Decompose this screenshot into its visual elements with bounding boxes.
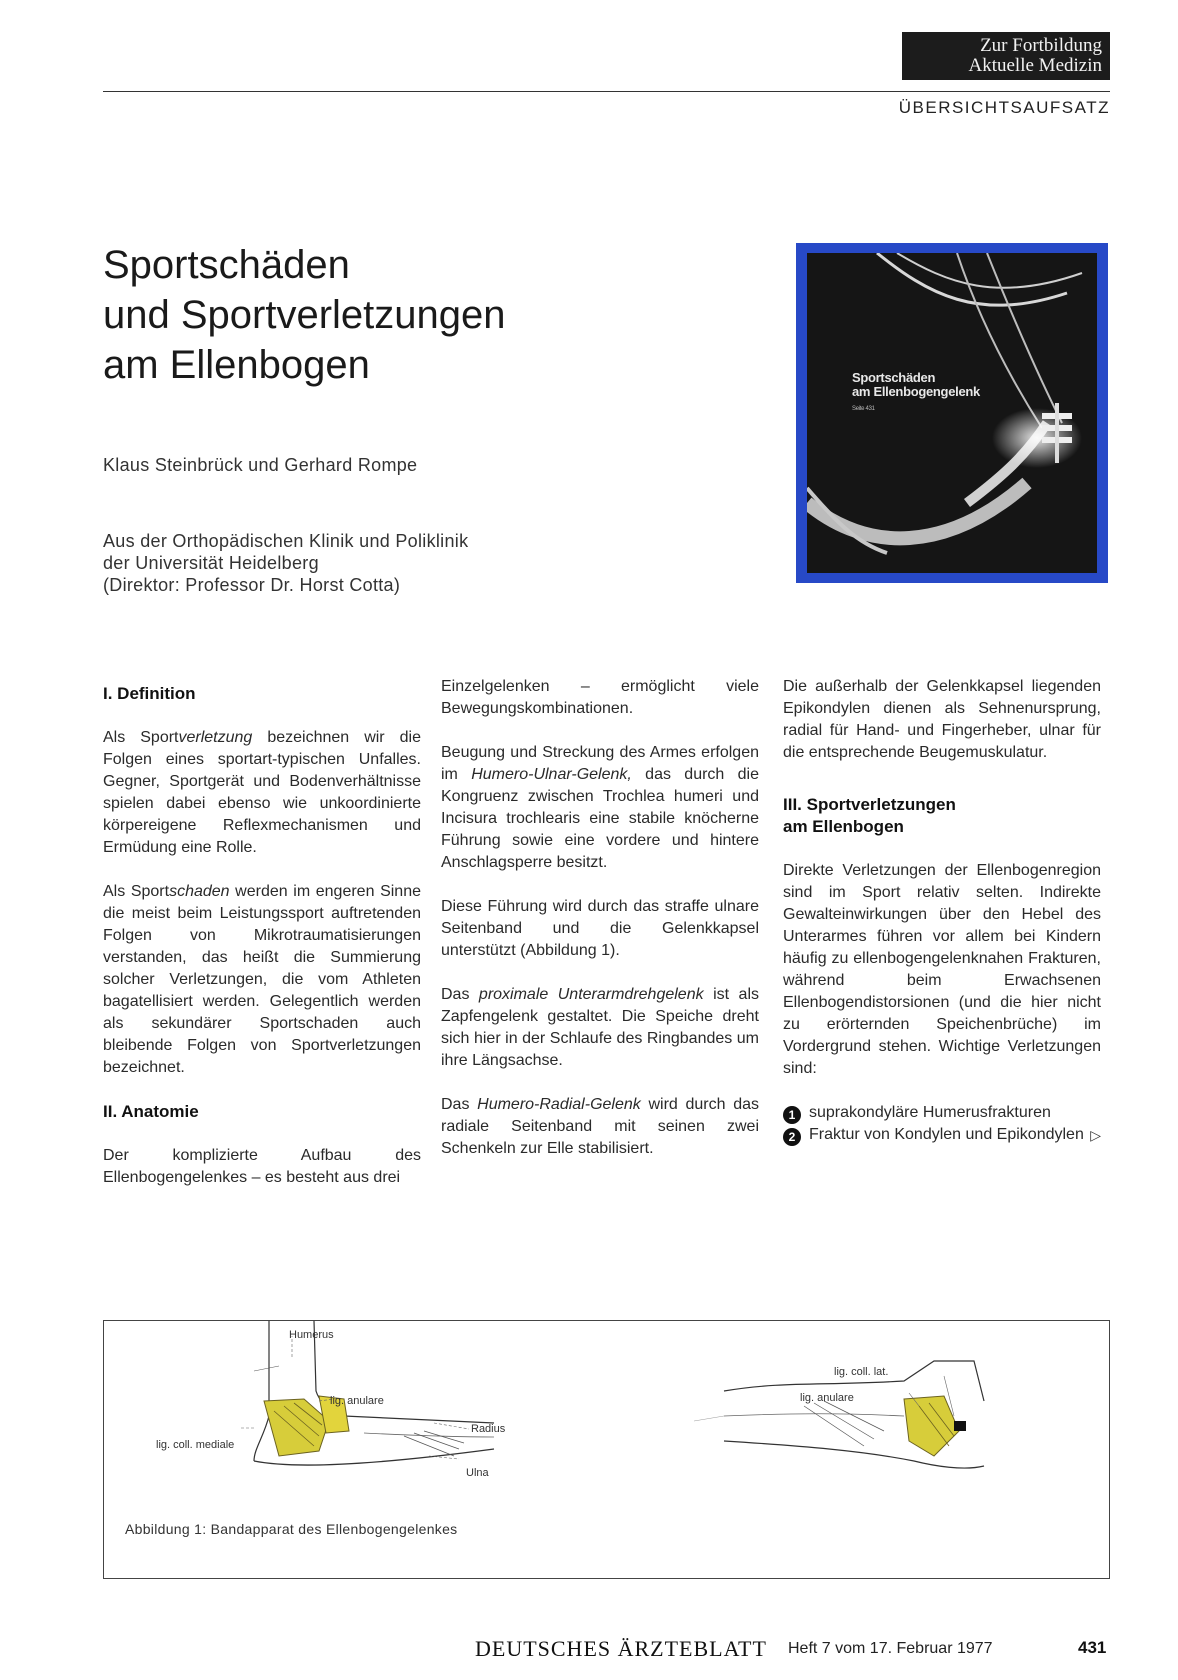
label-lig-anulare-left: lig. anulare [330, 1395, 384, 1407]
list-item-text: suprakondyläre Humerusfrakturen [809, 1104, 1051, 1121]
section-label: ÜBERSICHTSAUFSATZ [898, 98, 1110, 117]
text-column-2 [441, 676, 759, 1182]
cover-image [796, 243, 1108, 583]
heading-anatomie: II. Anatomie [103, 1102, 199, 1121]
label-ulna: Ulna [466, 1467, 489, 1479]
text-run: ist als Zapfengelenk gestaltet. Die Speiche dreht sich hier in der Schlaufe des Ringbandes um ihre Längsachse. [441, 986, 759, 1069]
affiliation-line-3: (Direktor: Professor Dr. Horst Cotta) [103, 575, 401, 595]
text-run: das durch die Kongruenz zwischen Trochlea humeri und Incisura trochlearis eine stabile knöcherne Führung sowie eine vordere und hintere Anschlagsperre besitzt. [441, 766, 759, 871]
text-run: Das [441, 1096, 478, 1113]
affiliation [103, 530, 468, 596]
medial-elbow-drawing [239, 1321, 494, 1465]
number-badge: 2 [783, 1128, 801, 1146]
paragraph-sportverletzung [103, 727, 421, 859]
journal-name: DEUTSCHES ÄRZTEBLATT [475, 1636, 767, 1661]
paragraph-anatomie: Der komplizierte Aufbau des Ellenbogengelenkes – es besteht aus drei [103, 1147, 421, 1186]
list-item-text: Fraktur von Kondylen und Epikondylen [809, 1126, 1084, 1143]
cover-line-2: am Ellenbogengelenk [852, 384, 980, 399]
figure-1 [103, 1320, 1110, 1579]
italic-term: proximale Unterarmdrehgelenk [478, 986, 704, 1003]
cover-photo [807, 253, 1097, 573]
label-humerus: Humerus [289, 1329, 334, 1341]
text-run: Das [441, 986, 479, 1003]
italic-term: Humero-Ulnar-Gelenk, [471, 766, 632, 783]
paragraph-sportschaden [103, 881, 421, 1079]
text-column-1 [103, 683, 421, 1211]
cover-line-3: Seite 431 [852, 406, 875, 412]
list-item [783, 1124, 1101, 1146]
text-run: Als Sport [103, 729, 179, 746]
badge-line-1: Zur Fortbildung [980, 35, 1102, 56]
authors: Klaus Steinbrück und Gerhard Rompe [103, 455, 418, 475]
text-column-3 [783, 676, 1101, 1146]
elbow-ligament-drawings [104, 1321, 1109, 1511]
cover-text [852, 371, 980, 416]
paragraph-humero-radial [441, 1094, 759, 1160]
italic-term: verletzung [178, 729, 253, 746]
paragraph-fuehrung: Diese Führung wird durch das straffe ulnare Seitenband und die Gelenkkapsel unterstützt (Abbildung 1). [441, 898, 759, 959]
label-lig-coll-mediale: lig. coll. mediale [156, 1439, 235, 1451]
text-run: werden im engeren Sinne die meist beim Leistungssport auftretenden Folgen von Mikrotraumatisierungen verstanden, das heißt die Summierung solcher Verletzungen, die vom Athleten bagatellisiert werden. Gelegentlich werden als sekundärer Sportschaden auch bleibende Folgen von Sportverletzungen bezeichnet. [103, 883, 421, 1076]
heading-definition: I. Definition [103, 684, 196, 703]
text-run: bezeichnen wir die Folgen eines sportart-typischen Unfalles. Gegner, Sportgerät und Bodenverhältnisse spielen dabei ebenso wie unkoordinierte körpereigene Reflexmechanismen und Ermüdung eine Rolle. [103, 729, 421, 856]
text-run: Als Sport [103, 883, 170, 900]
italic-term: Humero-Radial-Gelenk [477, 1096, 641, 1113]
header-rule [103, 91, 1110, 92]
label-lig-anulare-right: lig. anulare [800, 1392, 854, 1404]
cover-line-1: Sportschäden [852, 370, 936, 385]
heading-line-2: am Ellenbogen [783, 817, 904, 836]
affiliation-line-1: Aus der Orthopädischen Klinik und Poliklinik [103, 531, 469, 551]
title-line-1: Sportschäden [103, 243, 350, 287]
paragraph-epikondylen: Die außerhalb der Gelenkkapsel liegenden Epikondylen dienen als Sehnenursprung, radial für Hand- und Fingerheber, ulnar für die entsprechende Beugemuskulatur. [783, 678, 1101, 761]
number-badge: 1 [783, 1106, 801, 1124]
label-lig-coll-lat: lig. coll. lat. [834, 1366, 889, 1378]
continue-arrow-icon: ▷ [1090, 1127, 1101, 1143]
paragraph-einzelgelenke: Einzelgelenken – ermöglicht viele Bewegungskombinationen. [441, 678, 759, 717]
badge-line-2: Aktuelle Medizin [968, 55, 1102, 76]
issue-info: Heft 7 vom 17. Februar 1977 [788, 1640, 993, 1657]
paragraph-verletzungen: Direkte Verletzungen der Ellenbogenregion sind im Sport relativ selten. Indirekte Gewalteinwirkungen über den Hebel des Unterarmes führen vor allem bei Kindern häufig zu ellenbogengelenknahen Frakturen, während beim Erwachsenen Ellenbogendistorsionen (und die hier nicht zu erörternden Speichenbrüche) im Vordergrund stehen. Wichtige Verletzungen sind: [783, 862, 1101, 1077]
italic-term: schaden [169, 883, 230, 900]
title-line-3: am Ellenbogen [103, 343, 370, 387]
text-run: Beugung und Streckung des Armes erfolgen im [441, 744, 759, 783]
article-title [103, 240, 506, 390]
heading-line-1: III. Sportverletzungen [783, 795, 956, 814]
text-run: wird durch das radiale Seitenband mit seinen zwei Schenkeln zur Elle stabilisiert. [441, 1096, 759, 1157]
figure-caption: Abbildung 1: Bandapparat des Ellenbogengelenkes [125, 1521, 458, 1537]
list-item [783, 1102, 1101, 1124]
title-line-2: und Sportverletzungen [103, 293, 506, 337]
label-radius: Radius [471, 1423, 506, 1435]
paragraph-humero-ulnar [441, 742, 759, 874]
heading-sportverletzungen [783, 794, 1101, 838]
journal-section-badge [902, 32, 1110, 80]
page-number: 431 [1078, 1638, 1107, 1657]
affiliation-line-2: der Universität Heidelberg [103, 553, 319, 573]
paragraph-unterarmdrehgelenk [441, 984, 759, 1072]
